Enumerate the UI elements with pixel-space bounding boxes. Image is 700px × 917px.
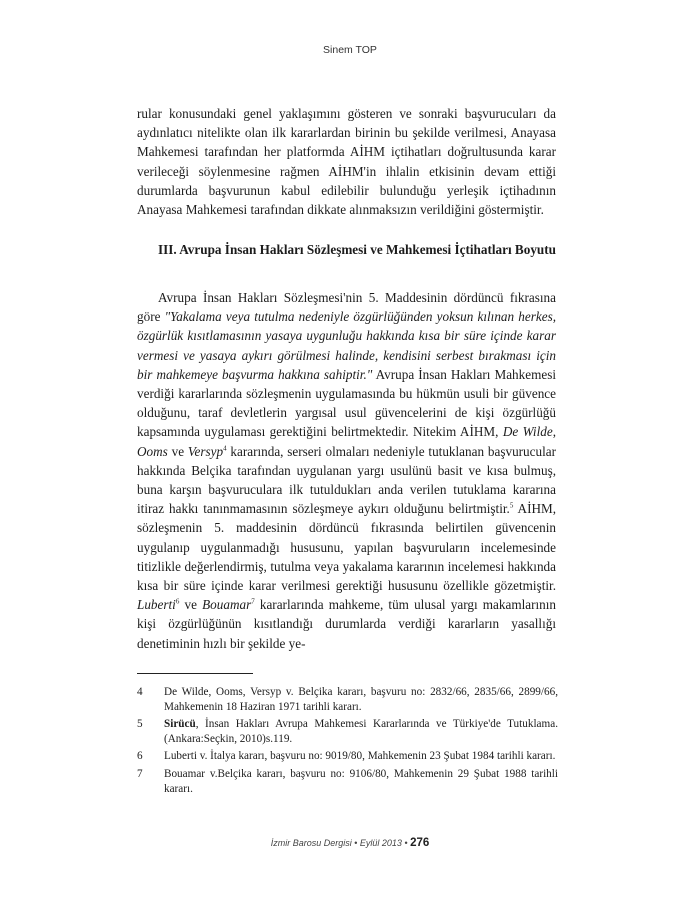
body-paragraph: rular konusundaki genel yaklaşımını gösteren ve sonraki başvurucuları da aydınlatıcı nitelikte olan ilk kararlardan birinin bu şekilde verilmesi, Anayasa Mahkemesi tarafından her platformda AİHM içtihatları doğrultusunda karar verileceği söylenmesine rağmen AİHM'in ihlalin etkisinin devam ettiği durumlarda başvurunun kabul edilebilir bulunduğu yerleşik içtihadının Anayasa Mahkemesi tarafından dikkate alınmaksızın verildiğini göstermiştir. xyxy=(137,106,556,218)
case-name: Luberti xyxy=(137,597,176,613)
footnote-text: , İnsan Hakları Avrupa Mahkemesi Kararlarında ve Türkiye'de Tutuklama. (Ankara:Seçkin, 2010)s.119. xyxy=(164,718,558,745)
footnote-number: 6 xyxy=(137,750,143,763)
footnote-number: 4 xyxy=(137,686,143,698)
footnote-number: 7 xyxy=(137,767,143,780)
footnote-number: 5 xyxy=(137,718,143,731)
case-name: Bouamar xyxy=(202,597,252,613)
paragraph-text: ve xyxy=(179,597,203,613)
footnote xyxy=(137,717,558,746)
footnotes xyxy=(137,685,558,799)
footnote-author: Sirücü xyxy=(164,718,196,731)
footnote-ref[interactable]: 4 xyxy=(223,444,227,453)
footer-separator: • xyxy=(401,838,411,848)
footnote xyxy=(137,767,558,796)
paragraph-text: kararında, serseri olmaları nedeniyle tutuklanan başvurucular hakkında Belçika tarafından uygulanan yargı usulünü basit ve kısa bulmuş, buna karşın başvuruculara ilk tutuldukları anda verilen tutuklama kararına itiraz hakkı tanınmamasının sözleşmeye aykırı olduğunu belirtmiştir. xyxy=(137,443,557,517)
paragraph-text: Avrupa İnsan Hakları Mahkemesi verdiği kararlarında sözleşmenin uygulamasında bu hükmün usuli bir güvence olduğunu, taraf devletlerin yargısal usul güvencelerini de kişi özgürlüğü kapsamında uygulaması gerektiğini belirtmektedir. Nitekim AİHM, xyxy=(137,366,556,440)
footer-separator: • xyxy=(351,838,360,848)
footnote-text: Bouamar v.Belçika kararı, başvuru no: 9106/80, Mahkemenin 29 Şubat 1988 tarihli kararı. xyxy=(164,767,558,795)
footnote xyxy=(137,749,558,764)
footnote-ref[interactable]: 7 xyxy=(251,597,255,606)
paragraph-text: kararlarında mahkeme, tüm ulusal yargı makamlarının kişi özgürlüğünün kısıtlandığı durumlarda verdiği kararların yasallığı denetiminin hızlı bir şekilde ye- xyxy=(137,597,556,651)
body-paragraph xyxy=(137,288,556,653)
issue-date: Eylül 2013 xyxy=(359,838,402,848)
paragraph-text: AİHM, sözleşmenin 5. maddesinin dördüncü fıkrasında belirtilen güvencenin uygulanıp uygulanmadığı hususunu, yapılan başvuruların incelemesinde titizlikle değerlendirmiş, tutulma veya yakalama kararının incelemesi hakkında kısa bir süre içinde karar verilmesi gerektiği hususunu özellikle gözetmiştir. xyxy=(137,501,557,594)
paragraph-text: , xyxy=(552,424,556,440)
footnote-divider xyxy=(137,673,253,674)
convention-quote: "Yakalama veya tutulma nedeniyle özgürlüğünden yoksun kılınan herkes, özgürlük kısıtlamasının yasaya uygunluğu hakkında kısa bir süre içinde karar vermesi ve yasaya aykırı görülmesi halinde, kendisini serbest bırakması için bir mahkemeye başvurma hakkına sahiptir." xyxy=(137,309,557,382)
footnote-ref[interactable]: 6 xyxy=(175,597,180,606)
footnote-ref[interactable]: 5 xyxy=(509,501,514,510)
running-header-author: Sinem TOP xyxy=(323,44,377,56)
footnote-text: De Wilde, Ooms, Versyp v. Belçika kararı, başvuru no: 2832/66, 2835/66, 2899/66, Mahkemenin 18 Haziran 1971 tarihli kararı. xyxy=(164,686,558,713)
footnote-text: Luberti v. İtalya kararı, başvuru no: 9019/80, Mahkemenin 23 Şubat 1984 tarihli kararı. xyxy=(164,750,556,763)
footnote xyxy=(137,685,558,714)
section-heading: III. Avrupa İnsan Hakları Sözleşmesi ve Mahkemesi İçtihatları Boyutu xyxy=(158,242,556,257)
case-name: Versyp xyxy=(187,443,224,459)
page-number: 276 xyxy=(410,837,430,849)
case-name: De Wilde xyxy=(502,424,553,440)
paragraph-text: Avrupa İnsan Hakları Sözleşmesi'nin 5. Maddesinin dördüncü fıkrasına göre xyxy=(137,290,556,325)
running-footer xyxy=(0,837,700,849)
paragraph-text: ve xyxy=(167,443,188,459)
journal-name: İzmir Barosu Dergisi xyxy=(270,838,352,848)
case-name: Ooms xyxy=(137,443,168,459)
